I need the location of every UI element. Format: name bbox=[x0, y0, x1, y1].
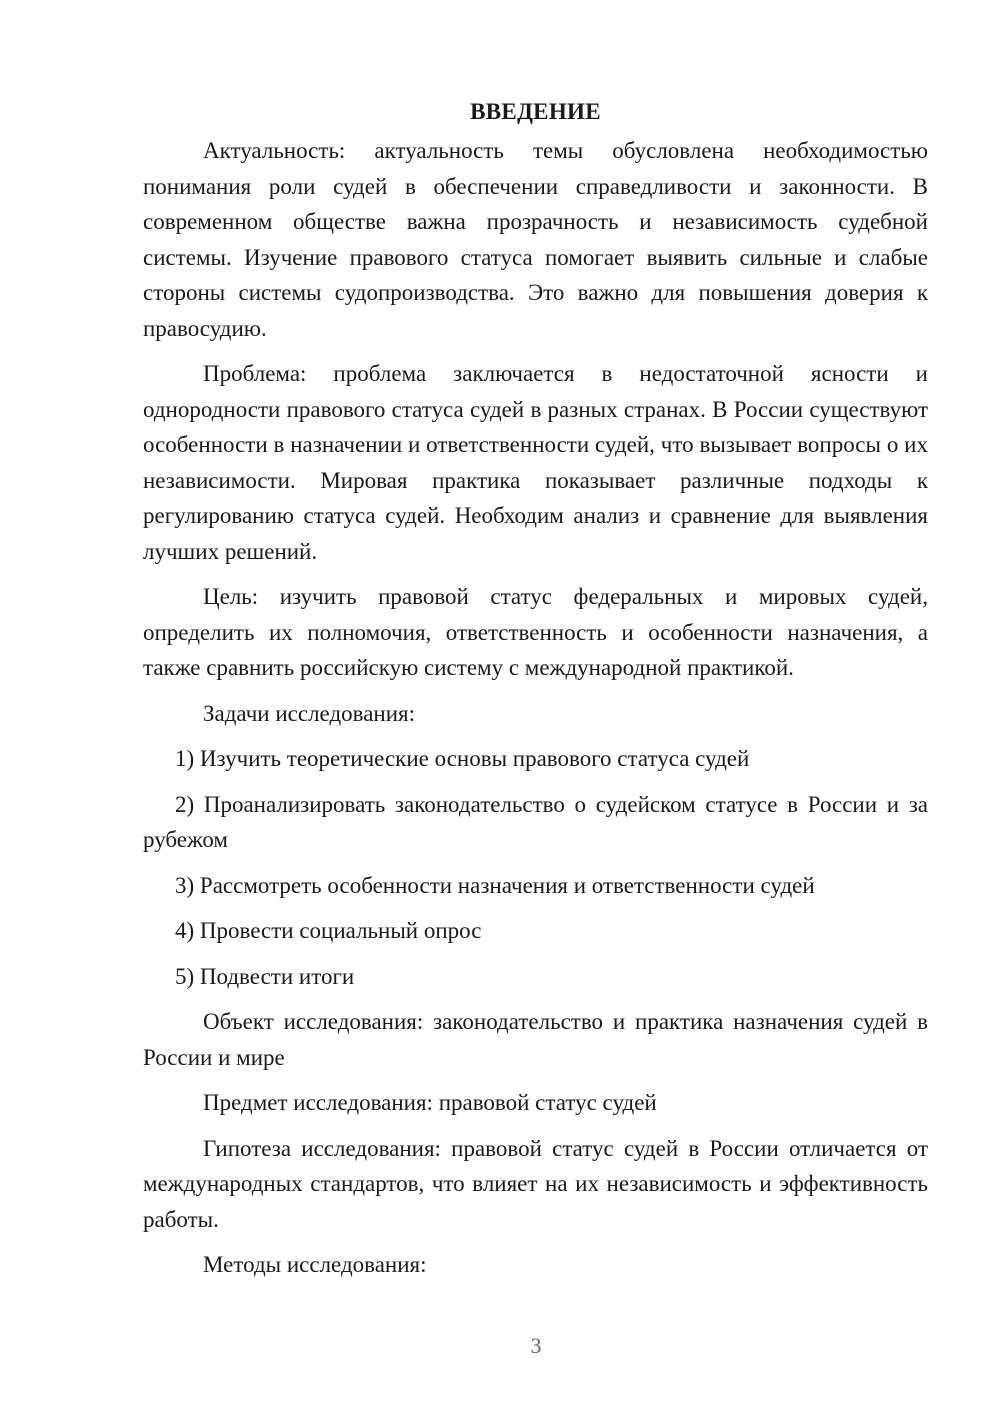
paragraph-tasks-heading: Задачи исследования: bbox=[203, 700, 416, 726]
task-item-1: 1) Изучить теоретические основы правового статуса судей bbox=[175, 746, 750, 771]
document-page bbox=[143, 94, 928, 1293]
paragraph-subject: Предмет исследования: правовой статус судей bbox=[203, 1090, 657, 1115]
task-item-4: 4) Провести социальный опрос bbox=[175, 918, 482, 943]
task-item-5: 5) Подвести итоги bbox=[175, 963, 355, 989]
section-title: ВВЕДЕНИЕ bbox=[470, 99, 601, 124]
task-item-2: 2) Проанализировать законодательство о судейском статусе в России и за рубежом bbox=[143, 791, 928, 852]
task-item-3: 3) Рассмотреть особенности назначения и ответственности судей bbox=[175, 872, 815, 898]
paragraph-methods: Методы исследования: bbox=[203, 1252, 427, 1277]
page-number: 3 bbox=[530, 1333, 542, 1358]
paragraph-hypothesis: Гипотеза исследования: правовой статус судей в России отличается от международных стандартов, что влияет на их независимость и эффективность работы. bbox=[143, 1135, 928, 1232]
paragraph-problem: Проблема: проблема заключается в недостаточной ясности и однородности правового статуса судей в разных странах. В России существуют особенности в назначении и ответственности судей, что вызывает вопросы о их независимости. Мировая практика показывает различные подходы к регулированию статуса судей. Необходим анализ и сравнение для выявления лучших решений. bbox=[143, 361, 928, 564]
paragraph-object: Объект исследования: законодательство и практика назначения судей в России и мире bbox=[143, 1009, 928, 1070]
paragraph-goal: Цель: изучить правовой статус федеральных и мировых судей, определить их полномочия, ответственность и особенности назначения, а также сравнить российскую систему с международной практикой. bbox=[143, 584, 928, 680]
paragraph-relevance: Актуальность: актуальность темы обусловлена необходимостью понимания роли судей в обеспечении справедливости и законности. В современном обществе важна прозрачность и независимость судебной системы. Изучение правового статуса помогает выявить сильные и слабые стороны системы судопроизводства. Это важно для повышения доверия к правосудию. bbox=[143, 138, 928, 341]
